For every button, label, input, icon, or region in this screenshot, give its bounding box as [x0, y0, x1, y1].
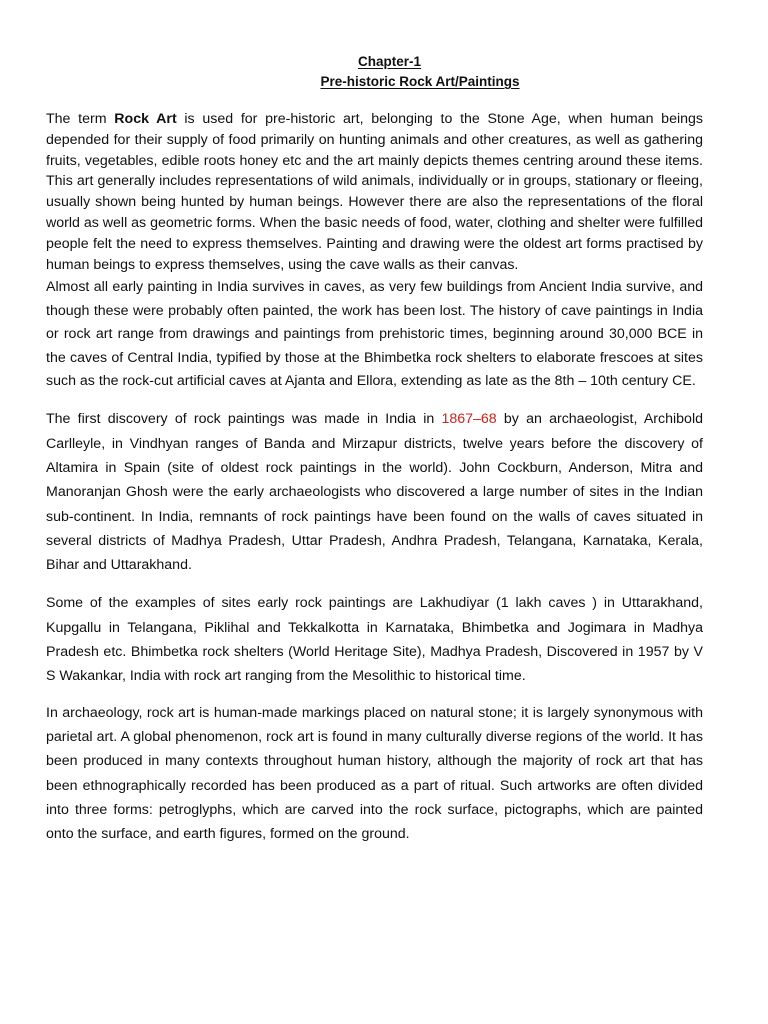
paragraph-cave-painting-history: Almost all early painting in India survives in caves, as very few buildings from Ancient India survive, and though these were probably often painted, the work has been lost. The history of cave paintings in India or rock art range from drawings and paintings from prehistoric times, beginning around 30,000 BCE in the caves of Central India, typified by those at the Bhimbetka rock shelters to elaborate frescoes at sites such as the rock-cut artificial caves at Ajanta and Ellora, extending as late as the 8th – 10th century CE. — [46, 279, 703, 389]
paragraph-site-examples: Some of the examples of sites early rock paintings are Lakhudiyar (1 lakh caves ) in Uttarakhand, Kupgallu in Telangana, Piklihal and Tekkalkotta in Karnataka, Bhimbetka and Jogimara in Madhya Pradesh etc. Bhimbetka rock shelters (World Heritage Site), Madhya Pradesh, Discovered in 1957 by V S Wakankar, India with rock art ranging from the Mesolithic to historical time. — [46, 595, 703, 684]
paragraph-text: is used for pre-historic art, belonging to the Stone Age, when human beings depended for their supply of food primarily on hunting animals and other creatures, as well as gathering fruits, vegetables, edible roots honey etc and the art mainly depicts themes centring around these items. This art generally includes representations of wild animals, individually or in groups, stationary or fleeing, usually shown being hunted by human beings. However there are also the representations of the floral world as well as geometric forms. When the basic needs of food, water, clothing and shelter were fulfilled people felt the need to express themselves. Painting and drawing were the oldest art forms practised by human beings to express themselves, using the cave walls as their canvas. — [46, 111, 703, 273]
paragraph-text: The first discovery of rock paintings was made in India in — [46, 411, 442, 428]
paragraph-text: by an archaeologist, Archibold Carlleyle, in Vindhyan ranges of Banda and Mirzapur districts, twelve years before the discovery of Altamira in Spain (site of oldest rock paintings in the world). John Cockburn, Anderson, Mitra and Manoranjan Ghosh were the early archaeologists who discovered a large number of sites in the Indian sub-continent. In India, remnants of rock paintings have been found on the walls of caves situated in several districts of Madhya Pradesh, Uttar Pradesh, Andhra Pradesh, Telangana, Karnataka, Kerala, Bihar and Uttarakhand. — [46, 411, 703, 574]
term-rock-art: Rock Art — [114, 111, 177, 127]
chapter-subtitle: Pre-historic Rock Art/Paintings — [320, 74, 520, 89]
paragraph-rock-art-definition — [46, 109, 703, 275]
document-page — [46, 52, 703, 847]
highlighted-year: 1867–68 — [441, 411, 497, 428]
chapter-title: Chapter-1 — [357, 54, 421, 69]
paragraph-text: The term — [46, 111, 115, 127]
paragraph-first-discovery — [46, 407, 703, 577]
paragraph-archaeology-definition: In archaeology, rock art is human-made markings placed on natural stone; it is largely synonymous with parietal art. A global phenomenon, rock art is found in many culturally diverse regions of the world. It has been produced in many contexts throughout human history, although the majority of rock art that has been ethnographically recorded has been produced as a part of ritual. Such artworks are often divided into three forms: petroglyphs, which are carved into the rock surface, pictographs, which are painted onto the surface, and earth figures, formed on the ground. — [46, 704, 703, 843]
title-block — [46, 52, 703, 92]
